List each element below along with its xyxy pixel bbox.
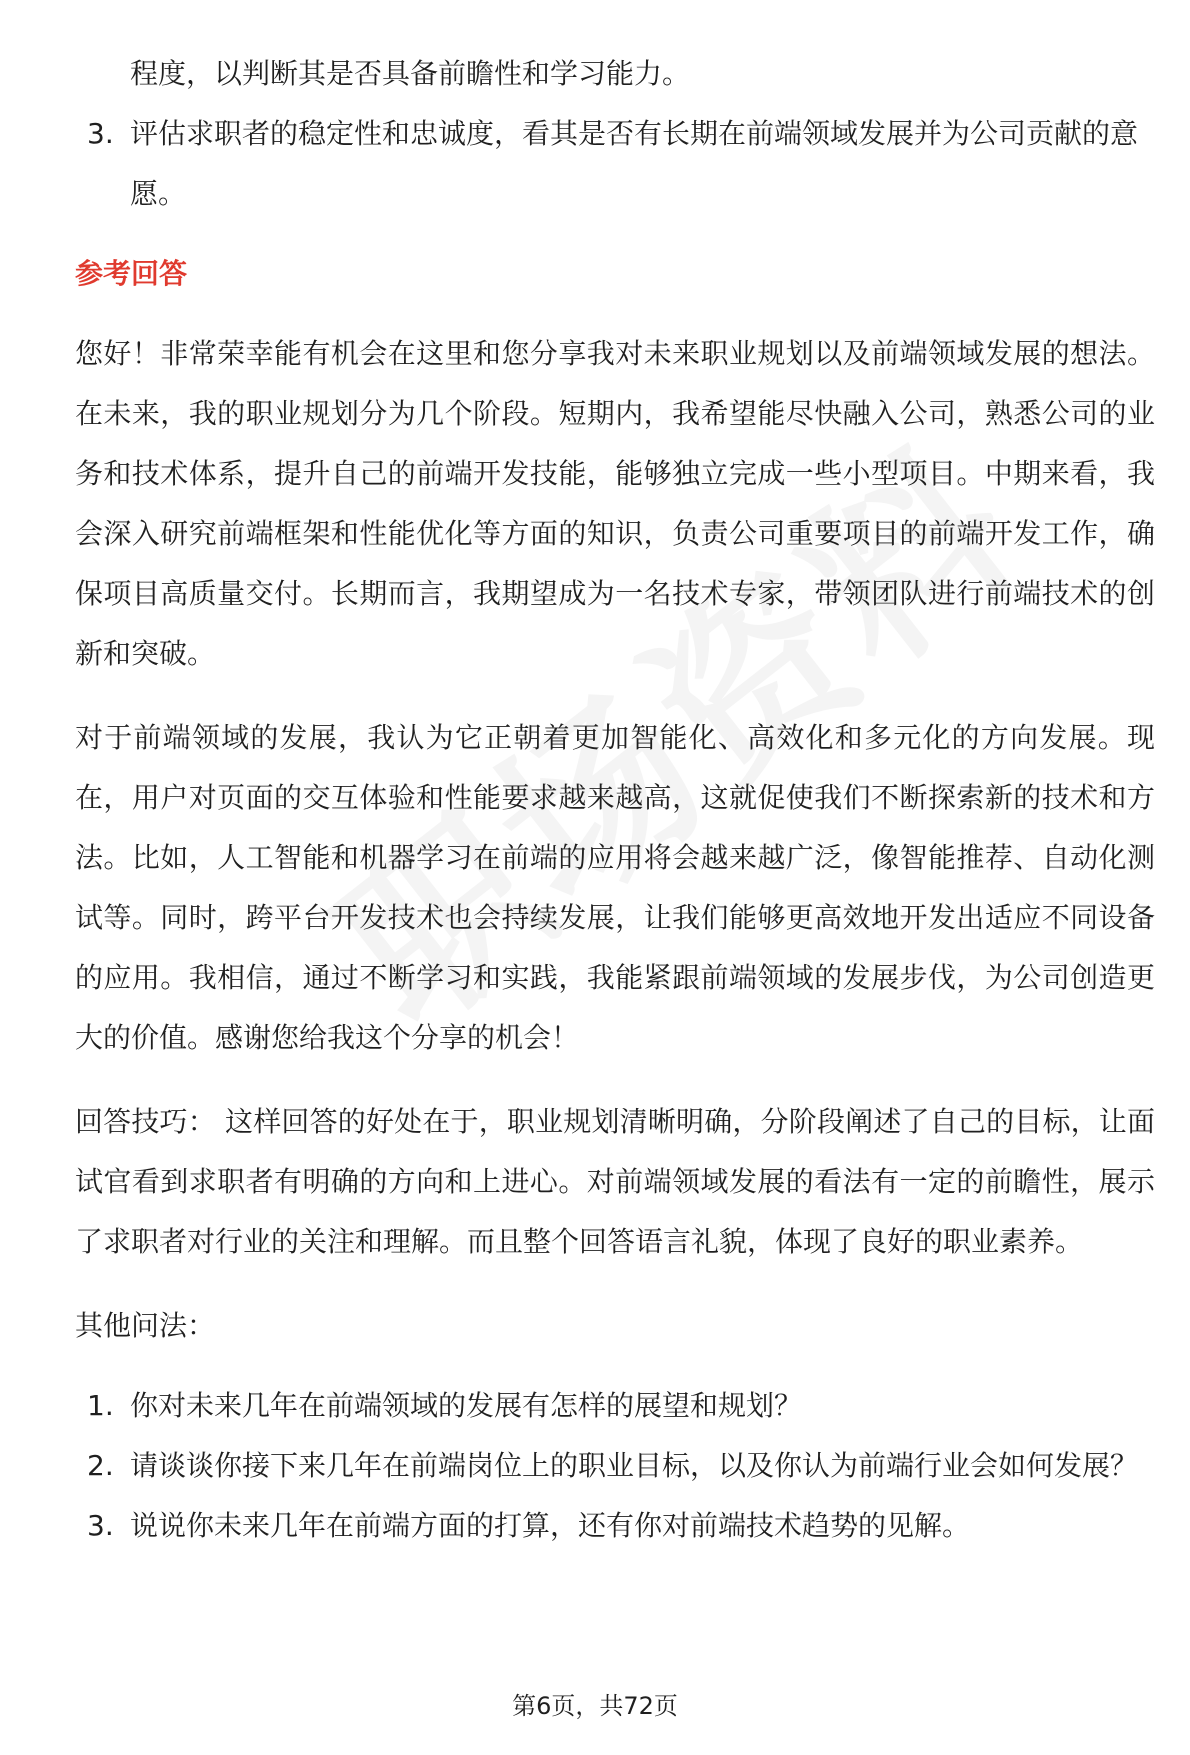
list-number: 2. — [87, 1449, 114, 1482]
other-questions-list — [75, 1376, 1155, 1556]
list-number: 3. — [87, 117, 114, 150]
top-list — [75, 104, 1155, 224]
page-content — [75, 44, 1155, 1556]
list-item — [75, 104, 1155, 224]
other-heading: 其他问法： — [75, 1309, 216, 1342]
list-item — [75, 1436, 1155, 1496]
list-text: 评估求职者的稳定性和忠诚度，看其是否有长期在前端领域发展并为公司贡献的意愿。 — [130, 117, 1139, 210]
continuation-text: 程度，以判断其是否具备前瞻性和学习能力。 — [130, 57, 691, 90]
list-text: 请谈谈你接下来几年在前端岗位上的职业目标，以及你认为前端行业会如何发展？ — [130, 1449, 1139, 1482]
list-number: 1. — [87, 1389, 114, 1422]
list-text: 你对未来几年在前端领域的发展有怎样的展望和规划？ — [130, 1389, 803, 1422]
list-item — [75, 1376, 1155, 1436]
answer-heading: 参考回答 — [75, 257, 188, 290]
tips-paragraph: 回答技巧： 这样回答的好处在于，职业规划清晰明确，分阶段阐述了自己的目标，让面试官看到求职者有明确的方向和上进心。对前端领域发展的看法有一定的前瞻性，展示了求职者对行业的关注和理解。而且整个回答语言礼貌，体现了良好的职业素养。 — [75, 1105, 1155, 1258]
list-number: 3. — [87, 1509, 114, 1542]
list-item — [75, 1496, 1155, 1556]
page-footer: 第6页，共72页 — [512, 1692, 678, 1720]
answer-paragraph-1: 您好！非常荣幸能有机会在这里和您分享我对未来职业规划以及前端领域发展的想法。在未来，我的职业规划分为几个阶段。短期内，我希望能尽快融入公司，熟悉公司的业务和技术体系，提升自己的前端开发技能，能够独立完成一些小型项目。中期来看，我会深入研究前端框架和性能优化等方面的知识，负责公司重要项目的前端开发工作，确保项目高质量交付。长期而言，我期望成为一名技术专家，带领团队进行前端技术的创新和突破。 — [75, 337, 1155, 670]
answer-paragraph-2: 对于前端领域的发展，我认为它正朝着更加智能化、高效化和多元化的方向发展。现在，用户对页面的交互体验和性能要求越来越高，这就促使我们不断探索新的技术和方法。比如，人工智能和机器学习在前端的应用将会越来越广泛，像智能推荐、自动化测试等。同时，跨平台开发技术也会持续发展，让我们能够更高效地开发出适应不同设备的应用。我相信，通过不断学习和实践，我能紧跟前端领域的发展步伐，为公司创造更大的价值。感谢您给我这个分享的机会！ — [75, 721, 1155, 1054]
list-text: 说说你未来几年在前端方面的打算，还有你对前端技术趋势的见解。 — [130, 1509, 971, 1542]
